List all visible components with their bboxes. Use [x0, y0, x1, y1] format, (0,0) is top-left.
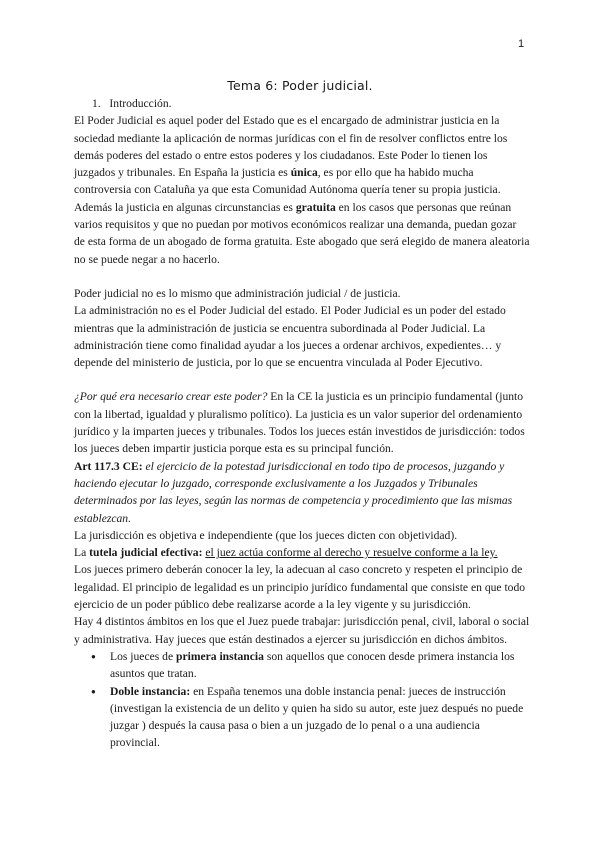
list-item: [74, 683, 530, 752]
bullet-list: [74, 648, 530, 752]
text-run: son aquellos que conocen desde primera instancia los asuntos que tratan.: [110, 649, 515, 681]
section-title: Introducción.: [109, 97, 172, 110]
article-text: el ejercicio de la potestad jurisdiccional en todo tipo de procesos, juzgando y haciendo ejecutar lo juzgado, corresponde exclusivamente a los Juzgados y Tribunales determinados por las leyes, según las normas de competencia y procedimiento que las mismas establezcan.: [74, 459, 513, 525]
page-number: 1: [518, 38, 525, 50]
paragraph-definition: [74, 112, 530, 268]
paragraph-jurisdiccion: La jurisdicción es objetiva e independiente (que los jueces dicten con objetividad).: [74, 528, 458, 542]
text-run: En la CE la justicia es un principio fundamental (junto con la libertad, igualdad y pluralismo político). La justicia es un valor superior del ordenamiento jurídico y la imparten jueces y tribunales. Todos los jueces están investidos de jurisdicción: todos los jueces deben impartir justicia porque esta es su principal función.: [74, 390, 525, 456]
paragraph-legalidad: Los jueces primero deberán conocer la ley, la adecuan al caso concreto y respeten el principio de legalidad. El principio de legalidad es un principio jurídico fundamental que consiste en que todo ejercicio de un poder público debe realizarse acorde a la ley vigente y su jurisdicción.: [74, 563, 526, 612]
text-run: en los casos que personas que reúnan varios requisitos y que no puedan por motivos económicos realizar una demanda, puedan gozar de esta forma de un abogado de forma gratuita. Este abogado que será elegido de manera aleatoria no se puede negar a no hacerlo.: [74, 200, 530, 266]
article-quote: [74, 458, 530, 527]
document-body: [74, 95, 530, 752]
text-run: La: [74, 546, 90, 560]
bold-term-tutela: tutela judicial efectiva:: [89, 546, 203, 560]
paragraph-spacer: [74, 268, 530, 285]
page-title: Tema 6: Poder judicial.: [227, 78, 373, 93]
article-label: Art 117.3 CE:: [74, 459, 143, 473]
bold-term: primera instancia: [176, 649, 264, 663]
section-number: 1.: [92, 97, 101, 110]
paragraph-subheading: Poder judicial no es lo mismo que administración judicial / de justicia.: [74, 286, 401, 300]
paragraph-ambitos: Hay 4 distintos ámbitos en los que el Juez puede trabajar: jurisdicción penal, civil, laboral o social y administrativa. Hay jueces que están destinados a ejercer su jurisdicción en dichos ámbitos.: [74, 615, 530, 646]
bold-term: Doble instancia:: [110, 684, 191, 698]
bold-term-unica: única: [290, 166, 318, 180]
paragraph-administracion: La administración no es el Poder Judicial del estado. El Poder Judicial es un poder del estado mientras que la administración de justicia se encuentra subordinada al Poder Judicial. La administración tiene como finalidad ayudar a los jueces a ordenar archivos, expedientes… y depende del ministerio de justicia, por lo que se encuentra vinculada al Poder Ejecutivo.: [74, 304, 506, 370]
section-heading: [74, 95, 530, 112]
paragraph-tutela: [74, 544, 530, 561]
paragraph-question: [74, 388, 530, 457]
text-run: El Poder Judicial es aquel poder del Estado que es el encargado de administrar justicia en la sociedad mediante la aplicación de normas jurídicas con el fin de resolver conflictos entre los demás poderes del estado o entre estos poderes y los ciudadanos. Este Poder lo tienen los juzgados y tribunales. En España la justicia es: [74, 114, 508, 180]
bold-term-gratuita: gratuita: [295, 200, 336, 214]
text-run: Los jueces de: [110, 649, 176, 663]
text-run: en España tenemos una doble instancia penal: jueces de instrucción (investigan la existencia de un delito y quien ha sido su autor, este juez después no puede juzgar ) después la causa pasa o bien a un juzgado de lo penal o a una audiencia provincial.: [110, 684, 524, 750]
text-run: , es por ello que ha habido mucha controversia con Cataluña ya que esta Comunidad Autónoma quería tener su propia justicia. Además la justicia en algunas circunstancias es: [74, 166, 501, 214]
paragraph-spacer: [74, 371, 530, 388]
underlined-definition: el juez actúa conforme al derecho y resuelve conforme a la ley.: [205, 546, 498, 560]
question-text: ¿Por qué era necesario crear este poder?: [74, 390, 268, 404]
list-item: [74, 648, 530, 683]
